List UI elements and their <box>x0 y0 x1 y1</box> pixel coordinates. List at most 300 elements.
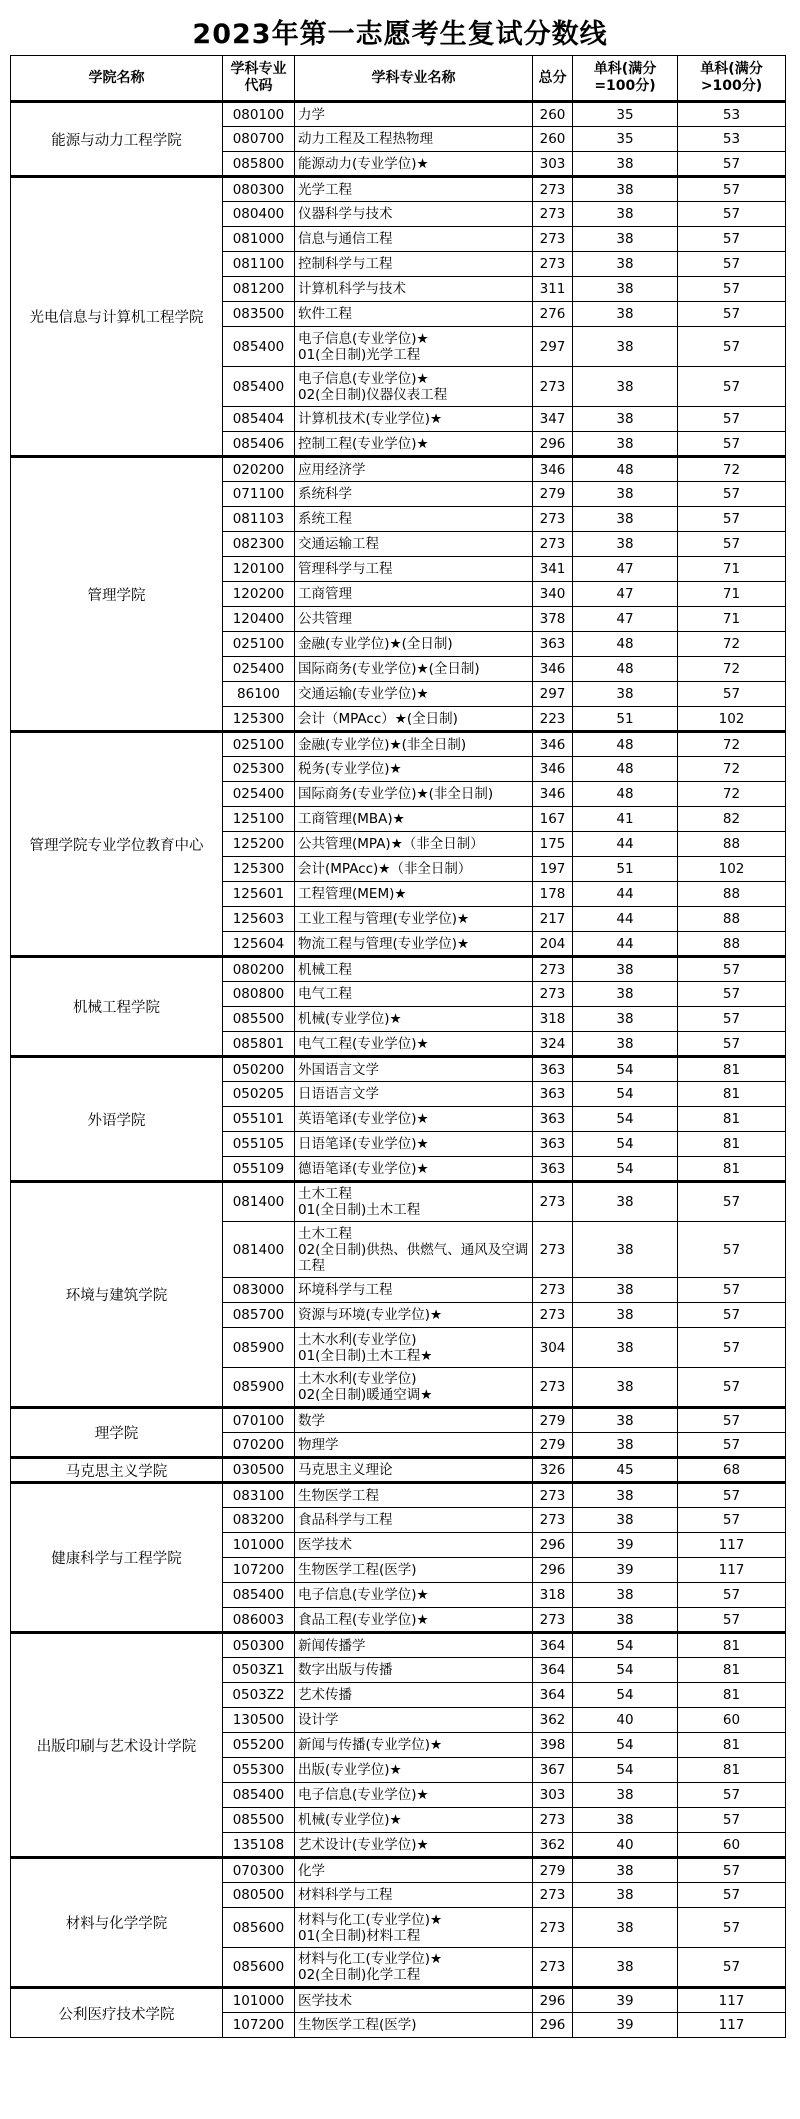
single-score-over-100: 57 <box>678 682 786 707</box>
total-score: 341 <box>533 557 573 582</box>
single-score-over-100: 57 <box>678 407 786 432</box>
table-row <box>11 102 786 127</box>
major-code: 080500 <box>223 1883 295 1908</box>
single-score-100: 38 <box>573 982 678 1007</box>
total-score: 276 <box>533 302 573 327</box>
total-score: 273 <box>533 1368 573 1408</box>
single-score-100: 38 <box>573 1508 678 1533</box>
single-score-over-100: 117 <box>678 1988 786 2013</box>
major-name: 环境科学与工程 <box>295 1278 533 1303</box>
major-code: 086003 <box>223 1608 295 1633</box>
single-score-100: 38 <box>573 507 678 532</box>
total-score: 197 <box>533 857 573 882</box>
total-score: 296 <box>533 1988 573 2013</box>
single-score-100: 35 <box>573 102 678 127</box>
major-code: 120100 <box>223 557 295 582</box>
single-score-over-100: 71 <box>678 582 786 607</box>
single-score-over-100: 57 <box>678 1433 786 1458</box>
total-score: 273 <box>533 982 573 1007</box>
major-name: 工业工程与管理(专业学位)★ <box>295 907 533 932</box>
major-name: 资源与环境(专业学位)★ <box>295 1303 533 1328</box>
total-score: 279 <box>533 1858 573 1883</box>
major-code: 125604 <box>223 932 295 957</box>
major-code: 025300 <box>223 757 295 782</box>
college-group <box>11 457 786 732</box>
single-score-100: 38 <box>573 1032 678 1057</box>
college-name: 机械工程学院 <box>11 957 223 1057</box>
header-single-over-100: 单科(满分>100分) <box>678 56 786 102</box>
major-name: 系统科学 <box>295 482 533 507</box>
single-score-100: 54 <box>573 1132 678 1157</box>
single-score-over-100: 81 <box>678 1107 786 1132</box>
major-code: 025400 <box>223 782 295 807</box>
table-row <box>11 1182 786 1222</box>
single-score-over-100: 57 <box>678 1908 786 1948</box>
single-score-over-100: 57 <box>678 1303 786 1328</box>
single-score-100: 48 <box>573 757 678 782</box>
single-score-100: 39 <box>573 1988 678 2013</box>
major-name: 应用经济学 <box>295 457 533 482</box>
total-score: 346 <box>533 732 573 757</box>
total-score: 273 <box>533 957 573 982</box>
table-row <box>11 1988 786 2013</box>
total-score: 296 <box>533 2013 573 2038</box>
single-score-100: 38 <box>573 1182 678 1222</box>
single-score-over-100: 57 <box>678 227 786 252</box>
major-code: 085500 <box>223 1007 295 1032</box>
college-name: 光电信息与计算机工程学院 <box>11 177 223 457</box>
single-score-over-100: 117 <box>678 1558 786 1583</box>
major-code: 125200 <box>223 832 295 857</box>
major-code: 055109 <box>223 1157 295 1182</box>
major-name: 德语笔译(专业学位)★ <box>295 1157 533 1182</box>
major-code: 081103 <box>223 507 295 532</box>
single-score-100: 38 <box>573 1278 678 1303</box>
major-code: 085400 <box>223 367 295 407</box>
single-score-over-100: 57 <box>678 957 786 982</box>
single-score-over-100: 57 <box>678 432 786 457</box>
table-row <box>11 1458 786 1483</box>
table-row <box>11 1408 786 1433</box>
college-name: 管理学院专业学位教育中心 <box>11 732 223 957</box>
single-score-over-100: 57 <box>678 1948 786 1988</box>
single-score-100: 44 <box>573 932 678 957</box>
single-score-over-100: 81 <box>678 1733 786 1758</box>
total-score: 367 <box>533 1758 573 1783</box>
major-name: 交通运输工程 <box>295 532 533 557</box>
total-score: 311 <box>533 277 573 302</box>
single-score-over-100: 57 <box>678 1483 786 1508</box>
single-score-100: 38 <box>573 1433 678 1458</box>
total-score: 346 <box>533 782 573 807</box>
total-score: 326 <box>533 1458 573 1483</box>
single-score-over-100: 102 <box>678 857 786 882</box>
total-score: 303 <box>533 152 573 177</box>
major-code: 107200 <box>223 2013 295 2038</box>
total-score: 273 <box>533 1222 573 1278</box>
total-score: 363 <box>533 1157 573 1182</box>
single-score-100: 38 <box>573 1007 678 1032</box>
total-score: 273 <box>533 1908 573 1948</box>
major-name: 计算机技术(专业学位)★ <box>295 407 533 432</box>
single-score-over-100: 57 <box>678 277 786 302</box>
single-score-over-100: 57 <box>678 1368 786 1408</box>
table-row <box>11 732 786 757</box>
major-name: 系统工程 <box>295 507 533 532</box>
total-score: 363 <box>533 1132 573 1157</box>
single-score-over-100: 81 <box>678 1057 786 1082</box>
single-score-100: 51 <box>573 707 678 732</box>
header-total: 总分 <box>533 56 573 102</box>
major-name: 物理学 <box>295 1433 533 1458</box>
single-score-over-100: 117 <box>678 1533 786 1558</box>
major-name: 化学 <box>295 1858 533 1883</box>
college-name: 公利医疗技术学院 <box>11 1988 223 2038</box>
major-code: 083100 <box>223 1483 295 1508</box>
major-code: 125300 <box>223 707 295 732</box>
single-score-over-100: 88 <box>678 832 786 857</box>
major-code: 070100 <box>223 1408 295 1433</box>
major-code: 085800 <box>223 152 295 177</box>
single-score-over-100: 57 <box>678 1408 786 1433</box>
single-score-100: 54 <box>573 1733 678 1758</box>
single-score-over-100: 68 <box>678 1458 786 1483</box>
total-score: 273 <box>533 252 573 277</box>
single-score-100: 38 <box>573 407 678 432</box>
single-score-over-100: 57 <box>678 482 786 507</box>
major-name: 材料与化工(专业学位)★ 02(全日制)化学工程 <box>295 1948 533 1988</box>
major-code: 86100 <box>223 682 295 707</box>
major-code: 080300 <box>223 177 295 202</box>
single-score-100: 39 <box>573 1533 678 1558</box>
total-score: 363 <box>533 1082 573 1107</box>
major-code: 085404 <box>223 407 295 432</box>
total-score: 167 <box>533 807 573 832</box>
college-name: 出版印刷与艺术设计学院 <box>11 1633 223 1858</box>
major-name: 医学技术 <box>295 1988 533 2013</box>
major-name: 英语笔译(专业学位)★ <box>295 1107 533 1132</box>
total-score: 273 <box>533 507 573 532</box>
major-code: 085700 <box>223 1303 295 1328</box>
major-code: 030500 <box>223 1458 295 1483</box>
single-score-100: 54 <box>573 1683 678 1708</box>
major-name: 软件工程 <box>295 302 533 327</box>
major-name: 外国语言文学 <box>295 1057 533 1082</box>
total-score: 260 <box>533 102 573 127</box>
single-score-over-100: 57 <box>678 532 786 557</box>
single-score-100: 38 <box>573 252 678 277</box>
single-score-100: 38 <box>573 202 678 227</box>
total-score: 273 <box>533 1808 573 1833</box>
single-score-100: 38 <box>573 1883 678 1908</box>
major-name: 交通运输(专业学位)★ <box>295 682 533 707</box>
college-name: 理学院 <box>11 1408 223 1458</box>
total-score: 304 <box>533 1328 573 1368</box>
major-name: 食品工程(专业学位)★ <box>295 1608 533 1633</box>
single-score-100: 48 <box>573 632 678 657</box>
total-score: 347 <box>533 407 573 432</box>
total-score: 318 <box>533 1583 573 1608</box>
college-group <box>11 1182 786 1408</box>
single-score-100: 54 <box>573 1057 678 1082</box>
single-score-100: 38 <box>573 1222 678 1278</box>
single-score-100: 54 <box>573 1658 678 1683</box>
major-code: 080700 <box>223 127 295 152</box>
total-score: 273 <box>533 1608 573 1633</box>
single-score-over-100: 57 <box>678 152 786 177</box>
major-name: 会计（MPAcc）★(全日制) <box>295 707 533 732</box>
single-score-100: 48 <box>573 457 678 482</box>
single-score-100: 47 <box>573 557 678 582</box>
major-code: 120200 <box>223 582 295 607</box>
single-score-100: 54 <box>573 1107 678 1132</box>
major-name: 电子信息(专业学位)★ 02(全日制)仪器仪表工程 <box>295 367 533 407</box>
single-score-100: 54 <box>573 1157 678 1182</box>
major-name: 食品科学与工程 <box>295 1508 533 1533</box>
college-group <box>11 957 786 1057</box>
total-score: 217 <box>533 907 573 932</box>
total-score: 296 <box>533 1533 573 1558</box>
major-name: 设计学 <box>295 1708 533 1733</box>
header-name: 学科专业名称 <box>295 56 533 102</box>
major-name: 数学 <box>295 1408 533 1433</box>
single-score-100: 41 <box>573 807 678 832</box>
total-score: 303 <box>533 1783 573 1808</box>
single-score-over-100: 57 <box>678 1508 786 1533</box>
single-score-100: 39 <box>573 1558 678 1583</box>
major-code: 085400 <box>223 1783 295 1808</box>
single-score-100: 54 <box>573 1633 678 1658</box>
major-code: 085801 <box>223 1032 295 1057</box>
single-score-100: 48 <box>573 657 678 682</box>
table-row <box>11 1633 786 1658</box>
single-score-100: 38 <box>573 177 678 202</box>
major-name: 材料科学与工程 <box>295 1883 533 1908</box>
total-score: 363 <box>533 1107 573 1132</box>
college-name: 马克思主义学院 <box>11 1458 223 1483</box>
major-code: 055101 <box>223 1107 295 1132</box>
major-name: 机械(专业学位)★ <box>295 1808 533 1833</box>
major-name: 生物医学工程(医学) <box>295 1558 533 1583</box>
table-row <box>11 1483 786 1508</box>
single-score-over-100: 88 <box>678 882 786 907</box>
single-score-100: 54 <box>573 1758 678 1783</box>
total-score: 297 <box>533 682 573 707</box>
major-code: 085900 <box>223 1328 295 1368</box>
major-name: 土木工程 01(全日制)土木工程 <box>295 1182 533 1222</box>
major-code: 083000 <box>223 1278 295 1303</box>
major-code: 080200 <box>223 957 295 982</box>
college-group <box>11 102 786 177</box>
major-code: 025100 <box>223 632 295 657</box>
total-score: 362 <box>533 1833 573 1858</box>
single-score-100: 44 <box>573 832 678 857</box>
college-group <box>11 1057 786 1182</box>
single-score-over-100: 82 <box>678 807 786 832</box>
major-code: 050205 <box>223 1082 295 1107</box>
major-code: 083500 <box>223 302 295 327</box>
major-code: 080100 <box>223 102 295 127</box>
major-code: 085500 <box>223 1808 295 1833</box>
single-score-over-100: 72 <box>678 632 786 657</box>
major-name: 日语笔译(专业学位)★ <box>295 1132 533 1157</box>
single-score-100: 38 <box>573 1948 678 1988</box>
major-name: 数字出版与传播 <box>295 1658 533 1683</box>
major-code: 085600 <box>223 1908 295 1948</box>
major-name: 机械(专业学位)★ <box>295 1007 533 1032</box>
single-score-over-100: 57 <box>678 1783 786 1808</box>
single-score-100: 38 <box>573 1368 678 1408</box>
major-name: 工程管理(MEM)★ <box>295 882 533 907</box>
college-group <box>11 1408 786 1458</box>
single-score-over-100: 117 <box>678 2013 786 2038</box>
single-score-over-100: 60 <box>678 1708 786 1733</box>
single-score-over-100: 102 <box>678 707 786 732</box>
major-name: 国际商务(专业学位)★(全日制) <box>295 657 533 682</box>
major-name: 能源动力(专业学位)★ <box>295 152 533 177</box>
single-score-over-100: 88 <box>678 907 786 932</box>
major-name: 生物医学工程(医学) <box>295 2013 533 2038</box>
major-name: 光学工程 <box>295 177 533 202</box>
major-name: 金融(专业学位)★(全日制) <box>295 632 533 657</box>
college-group <box>11 1988 786 2038</box>
single-score-100: 51 <box>573 857 678 882</box>
single-score-over-100: 57 <box>678 1858 786 1883</box>
major-code: 0503Z2 <box>223 1683 295 1708</box>
major-name: 日语语言文学 <box>295 1082 533 1107</box>
single-score-over-100: 57 <box>678 252 786 277</box>
major-name: 金融(专业学位)★(非全日制) <box>295 732 533 757</box>
major-code: 125601 <box>223 882 295 907</box>
table-row <box>11 957 786 982</box>
major-name: 艺术传播 <box>295 1683 533 1708</box>
total-score: 364 <box>533 1658 573 1683</box>
major-name: 材料与化工(专业学位)★ 01(全日制)材料工程 <box>295 1908 533 1948</box>
table-row <box>11 457 786 482</box>
major-name: 控制工程(专业学位)★ <box>295 432 533 457</box>
single-score-100: 38 <box>573 1808 678 1833</box>
total-score: 318 <box>533 1007 573 1032</box>
college-name: 健康科学与工程学院 <box>11 1483 223 1633</box>
major-code: 130500 <box>223 1708 295 1733</box>
header-code: 学科专业代码 <box>223 56 295 102</box>
single-score-over-100: 81 <box>678 1758 786 1783</box>
total-score: 296 <box>533 1558 573 1583</box>
single-score-100: 40 <box>573 1708 678 1733</box>
table-row <box>11 1858 786 1883</box>
total-score: 273 <box>533 367 573 407</box>
total-score: 273 <box>533 1278 573 1303</box>
single-score-over-100: 57 <box>678 1583 786 1608</box>
total-score: 279 <box>533 482 573 507</box>
college-name: 管理学院 <box>11 457 223 732</box>
single-score-100: 38 <box>573 1858 678 1883</box>
single-score-100: 38 <box>573 1583 678 1608</box>
single-score-100: 38 <box>573 482 678 507</box>
single-score-100: 48 <box>573 782 678 807</box>
total-score: 273 <box>533 532 573 557</box>
major-code: 070300 <box>223 1858 295 1883</box>
major-code: 070200 <box>223 1433 295 1458</box>
single-score-over-100: 88 <box>678 932 786 957</box>
single-score-100: 38 <box>573 367 678 407</box>
major-code: 080800 <box>223 982 295 1007</box>
total-score: 296 <box>533 432 573 457</box>
major-code: 055300 <box>223 1758 295 1783</box>
single-score-100: 47 <box>573 607 678 632</box>
single-score-over-100: 81 <box>678 1157 786 1182</box>
total-score: 273 <box>533 1948 573 1988</box>
single-score-100: 39 <box>573 2013 678 2038</box>
major-code: 125300 <box>223 857 295 882</box>
major-code: 085900 <box>223 1368 295 1408</box>
major-name: 动力工程及工程热物理 <box>295 127 533 152</box>
total-score: 204 <box>533 932 573 957</box>
header-single-100: 单科(满分=100分) <box>573 56 678 102</box>
major-code: 081400 <box>223 1222 295 1278</box>
single-score-over-100: 53 <box>678 102 786 127</box>
single-score-100: 45 <box>573 1458 678 1483</box>
major-code: 071100 <box>223 482 295 507</box>
major-name: 土木水利(专业学位) 02(全日制)暖通空调★ <box>295 1368 533 1408</box>
major-name: 电子信息(专业学位)★ <box>295 1783 533 1808</box>
major-code: 083200 <box>223 1508 295 1533</box>
major-name: 力学 <box>295 102 533 127</box>
major-name: 公共管理(MPA)★（非全日制） <box>295 832 533 857</box>
single-score-over-100: 57 <box>678 302 786 327</box>
total-score: 273 <box>533 202 573 227</box>
single-score-over-100: 72 <box>678 757 786 782</box>
single-score-over-100: 57 <box>678 1608 786 1633</box>
major-name: 新闻与传播(专业学位)★ <box>295 1733 533 1758</box>
total-score: 175 <box>533 832 573 857</box>
major-name: 土木水利(专业学位) 01(全日制)土木工程★ <box>295 1328 533 1368</box>
major-code: 020200 <box>223 457 295 482</box>
major-name: 国际商务(专业学位)★(非全日制) <box>295 782 533 807</box>
single-score-100: 38 <box>573 432 678 457</box>
single-score-over-100: 72 <box>678 457 786 482</box>
single-score-100: 38 <box>573 302 678 327</box>
college-group <box>11 177 786 457</box>
college-group <box>11 1458 786 1483</box>
single-score-100: 38 <box>573 327 678 367</box>
major-code: 081400 <box>223 1182 295 1222</box>
single-score-100: 54 <box>573 1082 678 1107</box>
single-score-over-100: 71 <box>678 557 786 582</box>
major-name: 工商管理(MBA)★ <box>295 807 533 832</box>
major-name: 医学技术 <box>295 1533 533 1558</box>
single-score-over-100: 53 <box>678 127 786 152</box>
major-name: 马克思主义理论 <box>295 1458 533 1483</box>
single-score-100: 38 <box>573 1483 678 1508</box>
total-score: 273 <box>533 1508 573 1533</box>
total-score: 273 <box>533 1883 573 1908</box>
total-score: 297 <box>533 327 573 367</box>
college-name: 材料与化学学院 <box>11 1858 223 1988</box>
major-code: 101000 <box>223 1533 295 1558</box>
single-score-over-100: 60 <box>678 1833 786 1858</box>
single-score-over-100: 71 <box>678 607 786 632</box>
major-code: 081200 <box>223 277 295 302</box>
single-score-over-100: 57 <box>678 367 786 407</box>
major-code: 085600 <box>223 1948 295 1988</box>
major-name: 电气工程(专业学位)★ <box>295 1032 533 1057</box>
total-score: 279 <box>533 1433 573 1458</box>
single-score-over-100: 57 <box>678 1182 786 1222</box>
single-score-over-100: 57 <box>678 177 786 202</box>
single-score-over-100: 81 <box>678 1082 786 1107</box>
single-score-100: 38 <box>573 682 678 707</box>
